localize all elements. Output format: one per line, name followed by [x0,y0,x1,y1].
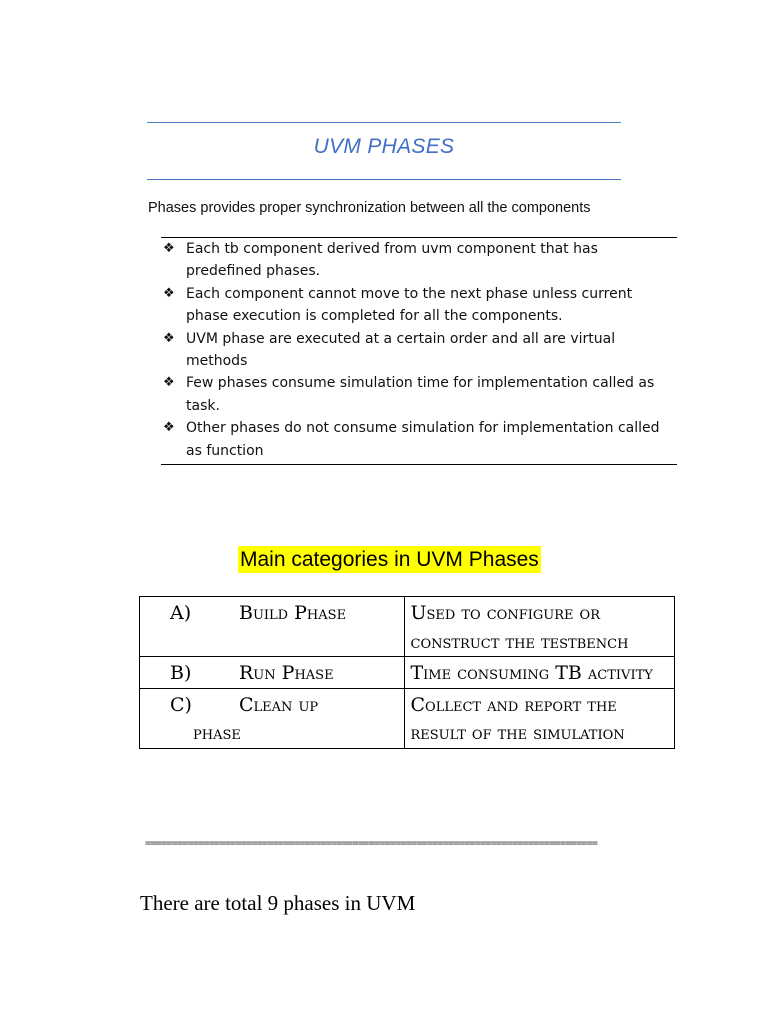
list-item [161,372,677,417]
list-item-text: Each tb component derived from uvm component that has predefined phases. [186,241,598,280]
phase-name-cell [140,597,405,657]
table-row [140,688,675,748]
categories-heading: Main categories in UVM Phases [240,548,539,571]
list-item [161,328,677,373]
bullet-list [161,238,677,462]
table-row [140,657,675,689]
phase-name: Run Phase [239,662,334,684]
list-item-text: Other phases do not consume simulation for implementation called as function [186,420,660,459]
table-row [140,597,675,657]
diamond-bullet-icon: ❖ [163,330,175,346]
phases-table [139,596,675,749]
phase-name: Clean up [239,693,319,716]
phase-description-cell: Collect and report the result of the simulation [404,688,675,748]
phase-letter: C) [170,693,192,716]
bullet-list-bottom-rule [161,464,677,465]
phase-description-cell: Used to configure or construct the testbench [404,597,675,657]
phase-description-cell: Time consuming TB activity [404,657,675,689]
list-item-text: Few phases consume simulation time for implementation called as task. [186,375,655,414]
list-item [161,283,677,328]
title-top-rule [147,122,621,123]
diamond-bullet-icon: ❖ [163,285,175,301]
phase-name-cell [140,657,405,689]
phase-letter: B) [170,662,192,684]
page-title: UVM PHASES [313,135,455,158]
list-item [161,417,677,462]
list-item [161,238,677,283]
title-bottom-rule [147,179,621,180]
subtitle: Phases provides proper synchronization between all the components [148,200,591,216]
phase-letter: A) [170,602,192,624]
phase-name-continuation: phase [193,722,241,744]
total-phases-text: There are total 9 phases in UVM [140,891,416,915]
diamond-bullet-icon: ❖ [163,375,175,391]
phase-name-cell [140,688,405,748]
diamond-bullet-icon: ❖ [163,420,175,436]
phase-name: Build Phase [239,602,347,624]
separator-line: ===================================================================================== [145,838,598,849]
diamond-bullet-icon: ❖ [163,241,175,256]
list-item-text: Each component cannot move to the next phase unless current phase execution is completed for all the components. [186,285,633,325]
list-item-text: UVM phase are executed at a certain order and all are virtual methods [186,330,616,370]
